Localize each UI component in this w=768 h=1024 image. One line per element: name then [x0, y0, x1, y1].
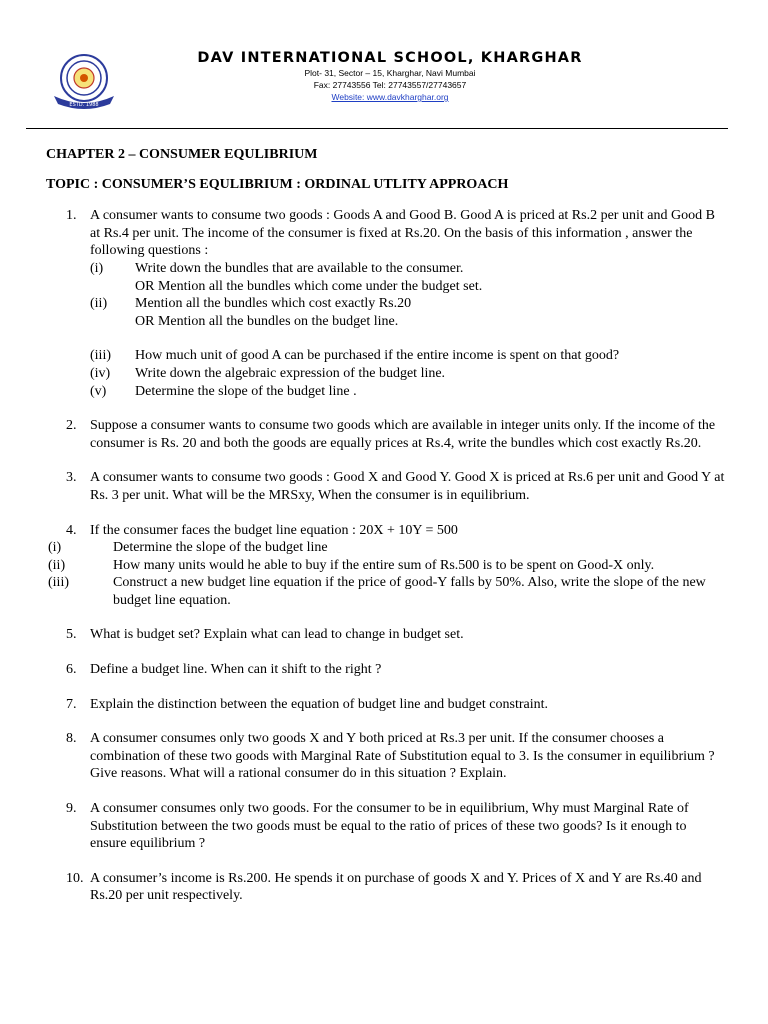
topic-title: TOPIC : CONSUMER’S EQULIBRIUM : ORDINAL UTLITY APPROACH	[46, 176, 509, 192]
sub-question-text: Write down the bundles that are available to the consumer.	[135, 260, 464, 276]
school-website-link[interactable]: Website: www.davkharghar.org	[331, 92, 449, 102]
question-text: Define a budget line. When can it shift to the right ?	[90, 662, 382, 678]
chapter-title: CHAPTER 2 – CONSUMER EQULIBRIUM	[46, 147, 318, 162]
school-logo-icon	[50, 52, 118, 112]
question-text: Explain the distinction between the equation of budget line and budget constraint.	[90, 696, 548, 712]
sub-question-number: (iii)	[90, 348, 111, 364]
question-text: Suppose a consumer wants to consume two goods which are available in integer units only. If the income of the consumer is Rs. 20 and both the goods are equally prices at Rs.4, write the bundles which cost exactly Rs.20.	[90, 418, 716, 451]
header-divider	[26, 128, 728, 129]
sub-question-number: (v)	[90, 383, 107, 399]
question-number: 8.	[66, 731, 77, 747]
sub-question-text: OR Mention all the bundles which come under the budget set.	[135, 278, 483, 294]
sub-question-iii	[46, 574, 726, 609]
sub-question-text: How many units would he able to buy if the entire sum of Rs.500 is to be spent on Good-X only.	[113, 557, 655, 573]
question-number: 10.	[66, 870, 84, 886]
question-text: If the consumer faces the budget line equation : 20X + 10Y = 500	[90, 522, 458, 538]
question-number: 4.	[66, 522, 77, 538]
school-name: DAV INTERNATIONAL SCHOOL, KHARGHAR	[197, 50, 583, 66]
sub-question-ii	[46, 557, 726, 575]
sub-question-i	[90, 260, 726, 295]
sub-question-number: (iv)	[90, 365, 111, 381]
question-number: 5.	[66, 627, 77, 643]
question-number: 7.	[66, 696, 77, 712]
question-2	[46, 417, 726, 452]
question-10	[46, 870, 726, 905]
sub-question-text: Determine the slope of the budget line	[113, 540, 328, 556]
question-number: 1.	[66, 208, 77, 224]
sub-question-iii	[90, 347, 726, 365]
question-8	[46, 730, 726, 783]
sub-question-number: (iii)	[48, 575, 69, 591]
logo-estd-text: ESTD. 1988	[69, 102, 99, 108]
question-text: A consumer consumes only two goods X and Y both priced at Rs.3 per unit. If the consumer chooses a combination of these two goods with Marginal Rate of Substitution equal to 3. Is the consumer in equilibrium ? Give reasons. What will a rational consumer do in this situation ? Explain.	[90, 731, 715, 782]
sub-question-i	[46, 539, 726, 557]
question-3	[46, 469, 726, 504]
question-text: A consumer consumes only two goods. For the consumer to be in equilibrium, Why must Marginal Rate of Substitution between the two goods must be equal to the ratio of prices of these two goods? Is it enough to ensure equilibrium ?	[90, 801, 689, 852]
sub-question-text: How much unit of good A can be purchased if the entire income is spent on that good?	[135, 348, 620, 364]
question-number: 3.	[66, 470, 77, 486]
question-number: 9.	[66, 801, 77, 817]
letterhead	[0, 0, 768, 130]
school-contact: Fax: 27743556 Tel: 27743557/27743657	[313, 80, 467, 90]
sub-question-number: (ii)	[90, 296, 108, 312]
sub-question-iv	[90, 365, 726, 383]
question-4	[46, 522, 726, 610]
question-7	[46, 696, 726, 714]
question-9	[46, 800, 726, 853]
sub-question-text: Determine the slope of the budget line .	[135, 383, 357, 399]
question-5	[46, 626, 726, 644]
question-text: A consumer’s income is Rs.200. He spends it on purchase of goods X and Y. Prices of X and Y are Rs.40 and Rs.20 per unit respectively.	[90, 870, 702, 904]
sub-question-text: OR Mention all the bundles on the budget line.	[135, 313, 399, 329]
sub-question-number: (i)	[90, 260, 104, 276]
sub-question-text: Construct a new budget line equation if the price of good-Y falls by 50%. Also, write the slope of the new budget line equation.	[113, 575, 706, 608]
question-6	[46, 661, 726, 679]
sub-question-number: (i)	[48, 540, 62, 556]
question-text: What is budget set? Explain what can lead to change in budget set.	[90, 627, 464, 643]
sub-question-v	[90, 383, 726, 401]
sub-question-ii	[90, 295, 726, 330]
sub-question-text: Write down the algebraic expression of the budget line.	[135, 365, 446, 381]
school-address: Plot- 31, Sector – 15, Kharghar, Navi Mumbai	[304, 68, 476, 78]
sub-question-text: Mention all the bundles which cost exactly Rs.20	[135, 296, 412, 312]
worksheet-body	[46, 146, 726, 922]
question-number: 6.	[66, 662, 77, 678]
question-text: A consumer wants to consume two goods : Good X and Good Y. Good X is priced at Rs.6 per unit and Good Y at Rs. 3 per unit. What will be the MRSxy, When the consumer is in equilibrium.	[90, 470, 725, 503]
question-1	[46, 207, 726, 400]
sub-question-number: (ii)	[48, 557, 66, 573]
question-number: 2.	[66, 418, 77, 434]
question-text: A consumer wants to consume two goods : Goods A and Good B. Good A is priced at Rs.2 per unit and Good B at Rs.4 per unit. The income of the consumer is fixed at Rs.20. On the basis of this information , answer the following questions :	[90, 208, 715, 259]
